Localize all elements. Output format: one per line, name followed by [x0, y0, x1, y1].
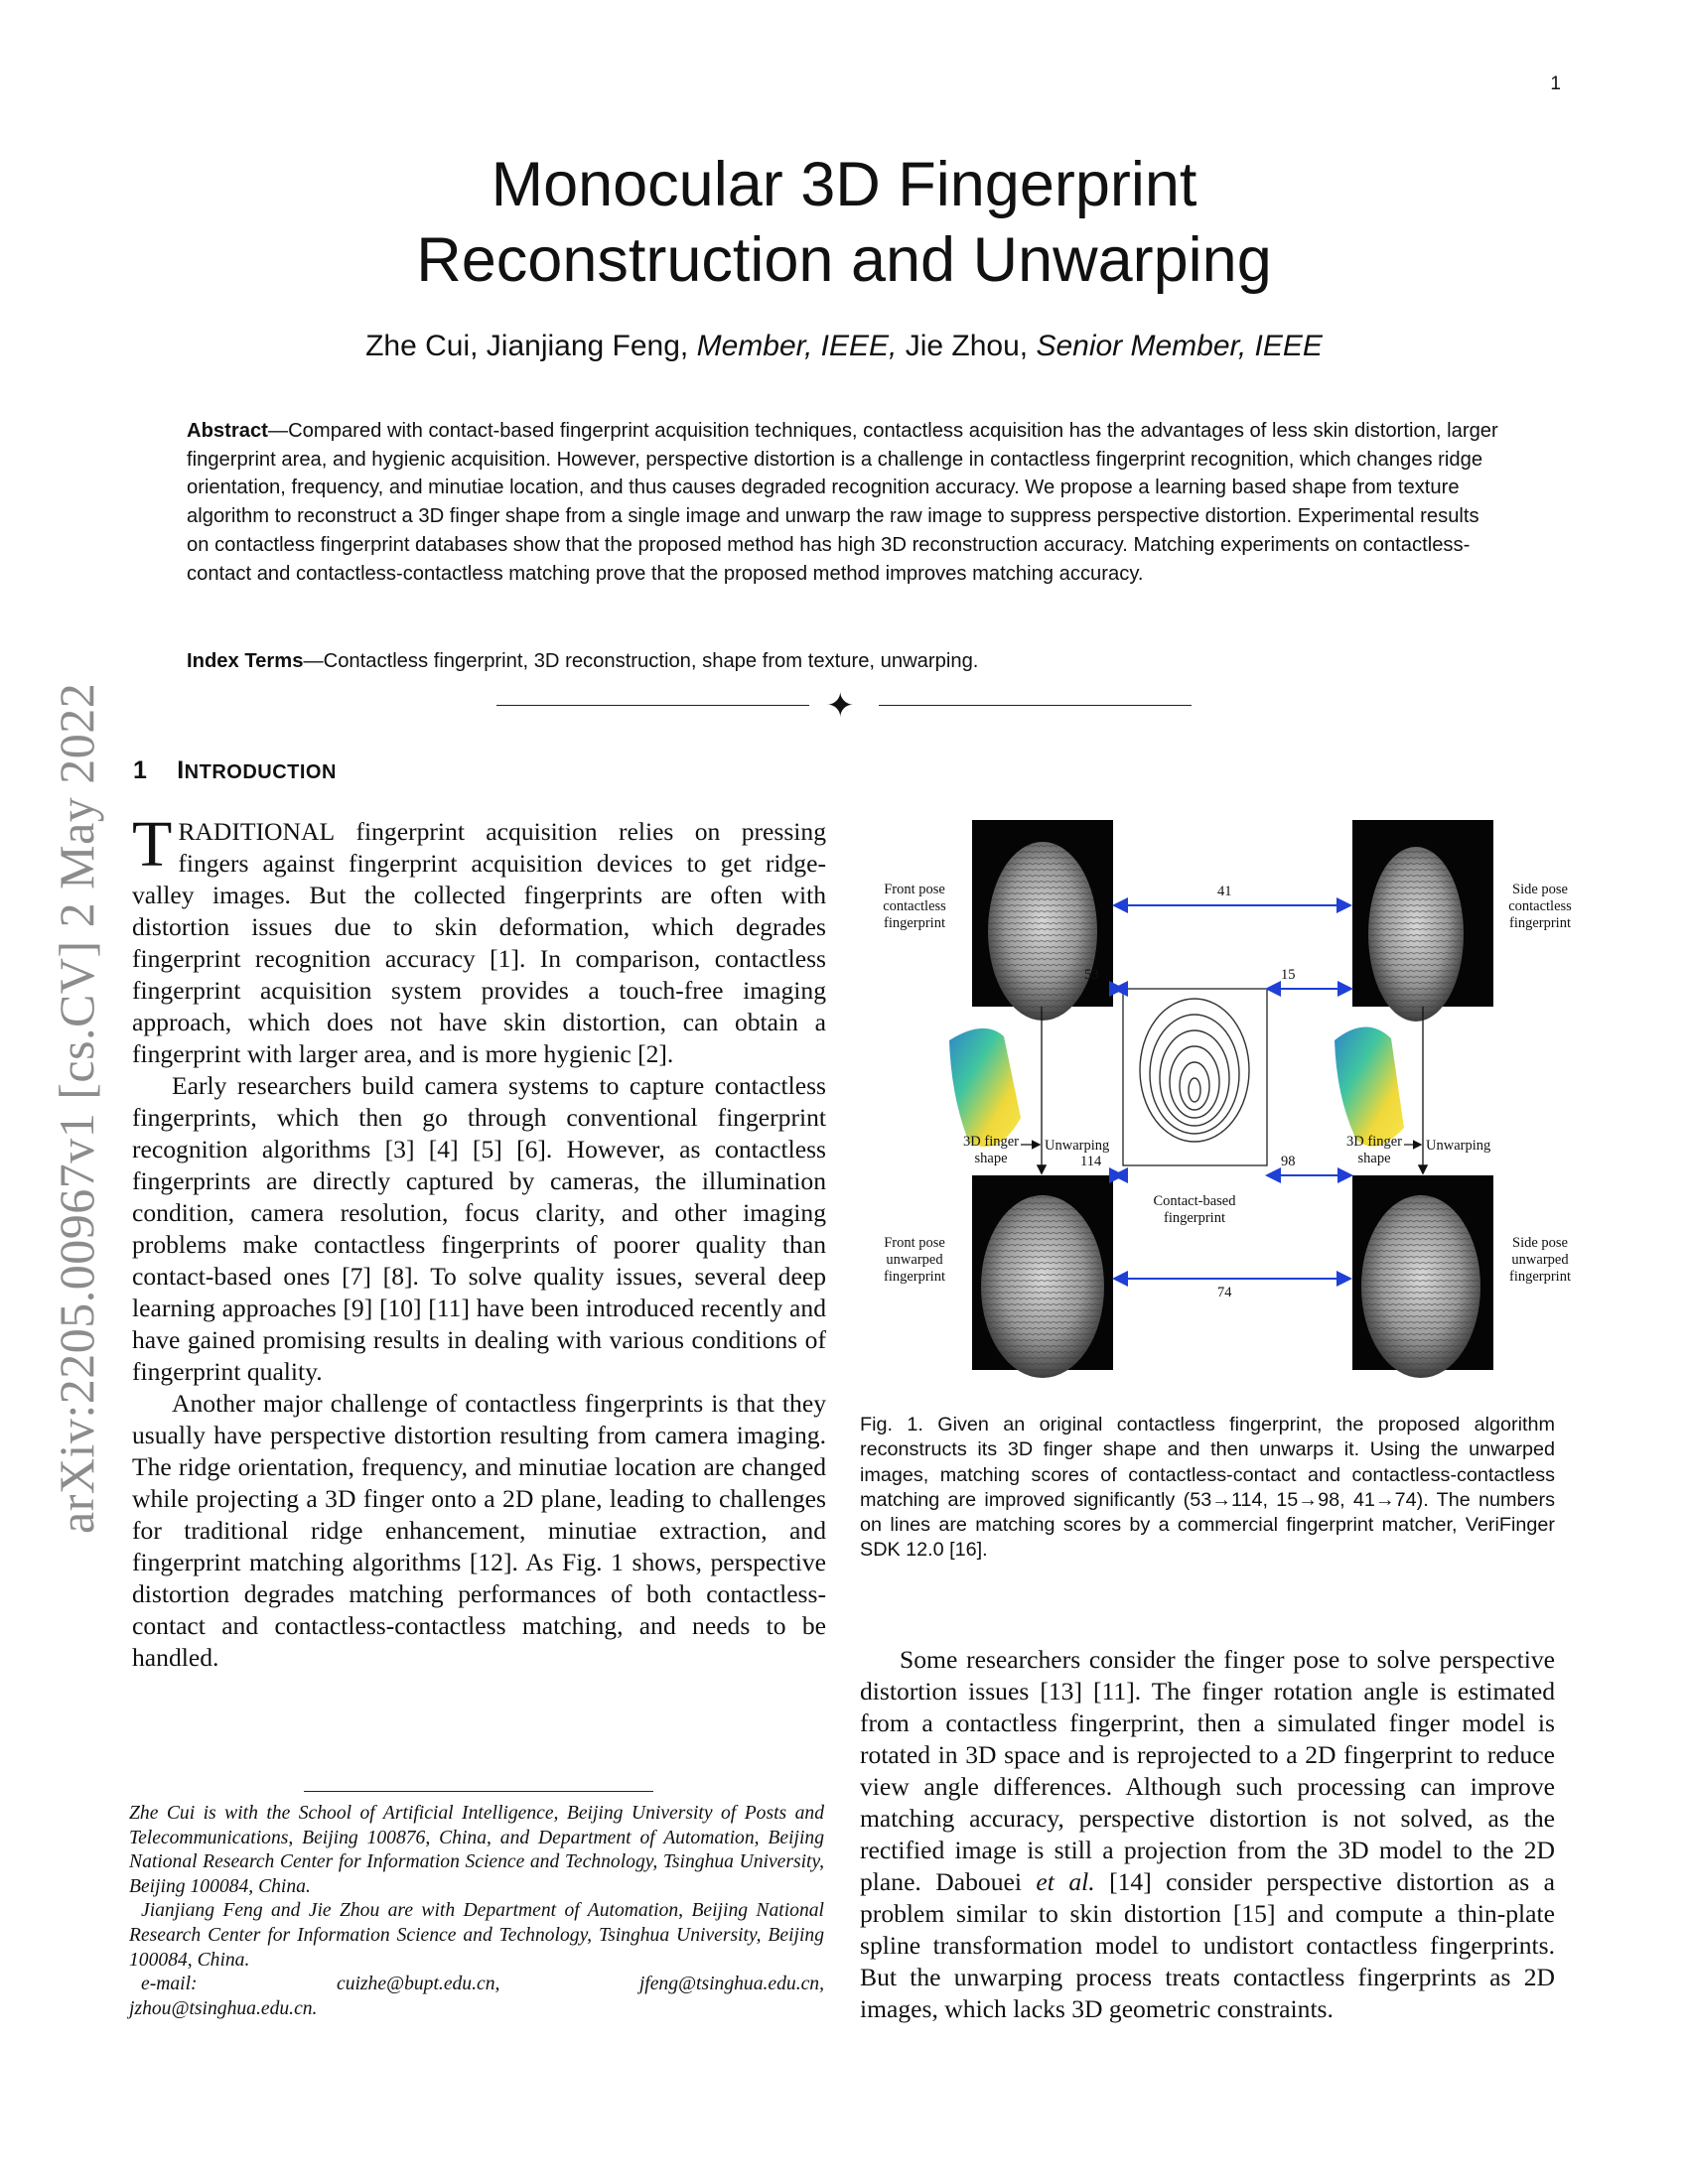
figure-1-caption: Fig. 1. Given an original contactless fingerprint, the proposed algorithm reconstructs its 3D finger shape and then unwarps it. Using the unwarped images, matching scores of contactless-contact and contactless-contactless matching are improved significantly (53→114, 15→98, 41→74). The numbers on lines are matching scores by a commercial fingerprint matcher, VeriFinger SDK 12.0 [16].	[860, 1414, 1555, 1562]
right-p1-text-a: Some researchers consider the finger pose to solve perspective distortion issues [13] [11]. The finger rotation angle is estimated from a contactless fingerprint, then a simulated finger model is rotated in 3D space and is reprojected to a 2D fingerprint to reduce view angle differences. Although such processing can improve matching accuracy, perspective distortion is not solved, as the rectified image is still a projection from the 3D model to the 2D plane. Dabouei	[860, 1645, 1555, 1896]
dropcap: T	[132, 808, 173, 881]
abstract-label: Abstract	[187, 420, 268, 442]
score-bottom: 74	[1217, 1285, 1232, 1300]
index-terms-label: Index Terms	[187, 650, 304, 672]
lead-smallcaps: RADITIONAL	[178, 817, 336, 846]
score-top: 41	[1217, 884, 1232, 899]
label-side-contactless: Side pose contactless fingerprint	[1508, 882, 1572, 931]
footnote-rule	[304, 1791, 653, 1792]
shape-3d-right	[1335, 1026, 1404, 1146]
footnote-affiliation-2: Jianjiang Feng and Jie Zhou are with Department of Automation, Beijing National Research Center for Information Science and Technology, Tsinghua University, Beijing 100084, China.	[129, 1900, 824, 1971]
paper-title	[0, 147, 1688, 298]
abstract	[187, 417, 1503, 588]
right-column	[860, 1644, 1555, 2025]
label-front-unwarped: Front pose unwarped fingerprint	[883, 1235, 945, 1285]
contact-based-image	[1123, 989, 1267, 1165]
email-jfeng[interactable]: jfeng@tsinghua.edu.cn,	[638, 1974, 824, 1995]
label-unwarping-right: Unwarping	[1426, 1138, 1491, 1154]
score-left-before: 53	[1084, 967, 1099, 983]
index-terms-text: —Contactless fingerprint, 3D reconstruction, shape from texture, unwarping.	[303, 650, 979, 672]
email-label: e-mail:	[141, 1974, 198, 1995]
section-title-rest: NTRODUCTION	[184, 761, 337, 783]
label-unwarping-left: Unwarping	[1045, 1138, 1110, 1154]
front-unwarped-image	[972, 1175, 1113, 1378]
section-number: 1	[133, 756, 148, 784]
figure-1	[860, 820, 1585, 1391]
left-column	[132, 808, 826, 1674]
intro-p1-text: fingerprint acquisition relies on pressing fingers against fingerprint acquisition devices to get ridge-valley images. But the collected fingerprints are often with distortion issues due to skin deformation, which degrades fingerprint recognition accuracy [1]. In comparison, contactless fingerprint acquisition system provides a touch-free imaging approach, which does not have skin distortion, can obtain a fingerprint with larger area, and is more hygienic [2].	[132, 817, 826, 1068]
section-heading	[133, 756, 337, 785]
label-contact-based: Contact-based fingerprint	[1153, 1193, 1236, 1226]
intro-paragraph-1	[132, 808, 826, 1070]
score-left-after: 114	[1080, 1154, 1102, 1169]
email-cuizhe[interactable]: cuizhe@bupt.edu.cn,	[337, 1974, 500, 1995]
front-contactless-image	[972, 820, 1113, 1021]
right-p1-text-b: [14] consider perspective distortion as a problem similar to skin distortion [15] and compute a thin-plate spline transformation model to undistort contactless fingerprints. But the unwarping process treats contactless fingerprints as 2D images, which lacks 3D geometric constraints.	[860, 1867, 1555, 2023]
section-initial: I	[177, 756, 185, 784]
score-right-after: 98	[1281, 1154, 1296, 1169]
section-divider	[496, 686, 1192, 726]
footnote-affiliation-1: Zhe Cui is with the School of Artificial Intelligence, Beijing University of Posts and Telecommunications, Beijing 100876, China, and Department of Automation, Beijing National Research Center for Information Science and Technology, Tsinghua University, Beijing 100084, China.	[129, 1803, 824, 1897]
title-line-1: Monocular 3D Fingerprint	[491, 150, 1197, 219]
divider-line-left	[496, 705, 809, 706]
label-front-contactless: Front pose contactless fingerprint	[883, 882, 946, 931]
star-icon: ✦	[826, 686, 855, 726]
index-terms	[187, 647, 1503, 675]
et-al: et al.	[1036, 1867, 1095, 1896]
author-1-role: Member, IEEE,	[696, 330, 898, 362]
footnote-emails	[129, 1973, 824, 1997]
abstract-text: —Compared with contact-based fingerprint acquisition techniques, contactless acquisition has the advantages of less skin distortion, larger fingerprint area, and hygienic acquisition. However, perspective distortion is a challenge in contactless fingerprint recognition, which changes ridge orientation, frequency, and minutiae location, and thus causes degraded recognition accuracy. We propose a learning based shape from texture algorithm to reconstruct a 3D finger shape from a single image and unwarp the raw image to suppress perspective distortion. Experimental results on contactless fingerprint databases show that the proposed method has high 3D reconstruction accuracy. Matching experiments on contactless-contact and contactless-contactless matching prove that the proposed method improves matching accuracy.	[187, 420, 1498, 585]
author-2: Jie Zhou,	[905, 330, 1029, 362]
author-list	[0, 330, 1688, 363]
shape-3d-left	[949, 1028, 1021, 1147]
right-paragraph-1	[860, 1644, 1555, 2025]
label-shape-right: 3D finger shape	[1346, 1134, 1402, 1166]
side-contactless-image	[1352, 820, 1493, 1022]
author-2-role: Senior Member, IEEE	[1036, 330, 1323, 362]
side-unwarped-image	[1352, 1175, 1493, 1378]
score-right-before: 15	[1281, 967, 1296, 983]
label-side-unwarped: Side pose unwarped fingerprint	[1508, 1235, 1571, 1285]
intro-paragraph-3: Another major challenge of contactless fingerprints is that they usually have perspective distortion resulting from camera imaging. The ridge orientation, frequency, and minutiae location are changed while projecting a 3D finger onto a 2D plane, leading to challenges for traditional ridge enhancement, minutiae extraction, and fingerprint matching algorithms [12]. As Fig. 1 shows, perspective distortion degrades matching performances of both contactless-contact and contactless-contactless matching, and needs to be handled.	[132, 1389, 826, 1672]
footnotes	[129, 1802, 824, 2021]
intro-paragraph-2: Early researchers build camera systems to capture contactless fingerprints, which then go through conventional fingerprint recognition algorithms [3] [4] [5] [6]. However, as contactless fingerprints are directly captured by cameras, the illumination condition, camera resolution, focus clarity, and other imaging problems make contactless fingerprints of poorer quality than contact-based ones [7] [8]. To solve quality issues, several deep learning approaches [9] [10] [11] have been introduced recently and have gained promising results in dealing with various conditions of fingerprint quality.	[132, 1071, 826, 1386]
page-number: 1	[1550, 73, 1561, 94]
email-jzhou[interactable]: jzhou@tsinghua.edu.cn.	[129, 1997, 318, 2019]
title-line-2: Reconstruction and Unwarping	[416, 225, 1272, 295]
author-1: Zhe Cui, Jianjiang Feng,	[365, 330, 689, 362]
divider-line-right	[879, 705, 1192, 706]
arxiv-stamp: arXiv:2205.00967v1 [cs.CV] 2 May 2022	[49, 682, 104, 1534]
label-shape-left: 3D finger shape	[963, 1134, 1019, 1166]
